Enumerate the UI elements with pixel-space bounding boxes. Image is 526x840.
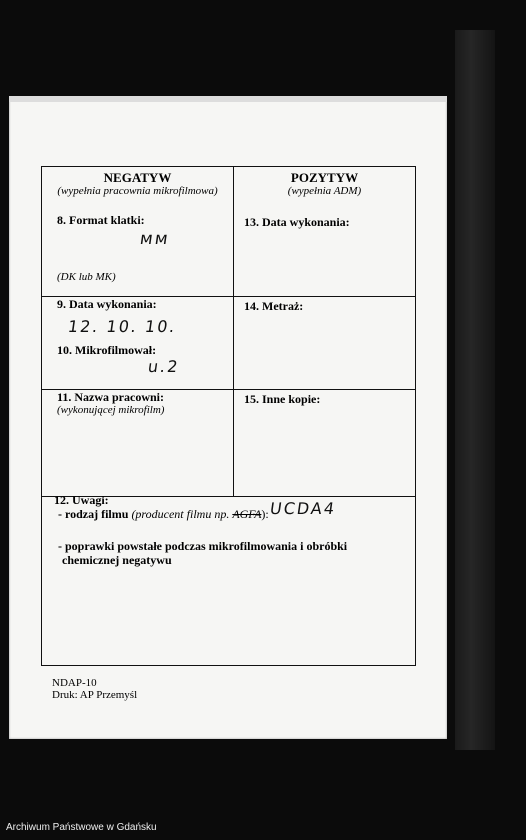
film-type-line [58,507,269,521]
footer-code: NDAP-10 [52,677,97,689]
scan-background-strip [455,30,495,750]
studio-cell [42,390,234,496]
corrections-text-1: - poprawki powstałe podczas mikrofilmowania i obróbki [58,539,348,553]
film-type-value: UCDA4 [268,499,338,518]
footer-print: Druk: AP Przemyśl [52,689,138,701]
row-format [42,167,415,297]
positive-date-label: 13. Data wykonania: [244,215,350,229]
negative-date-cell [42,297,234,389]
film-type-prefix: - rodzaj filmu [58,507,129,521]
row-studio [42,390,415,497]
positive-header-cell [234,167,415,296]
negative-title: NEGATYW [103,170,172,185]
frame-format-label: 8. Format klatki: [57,213,145,227]
film-type-suffix: ): [261,507,269,521]
microfilmed-by-value: u.2 [146,357,181,376]
negative-date-value: 12. 10. 10. [66,317,178,336]
archive-caption: Archiwum Państwowe w Gdańsku [6,822,157,833]
length-label: 14. Metraż: [244,299,304,313]
negative-date-label: 9. Data wykonania: [57,297,157,311]
remarks-label [54,493,109,507]
row-remarks [42,493,415,667]
remarks-label-text: 12. Uwagi: [54,493,109,507]
corrections-line-1 [58,539,347,553]
row-date [42,297,415,390]
positive-length-cell [234,297,415,389]
other-copies-label: 15. Inne kopie: [244,392,321,406]
negative-subtitle: (wypełnia pracownia mikrofilmowa) [57,185,218,197]
frame-format-value: мм [138,229,172,249]
form-grid [41,166,416,666]
film-type-strike: AGFA [232,507,262,521]
card-edge [9,96,447,102]
positive-title: POZYTYW [290,170,359,185]
negative-header-cell [42,167,234,296]
corrections-text-2: chemicznej negatywu [62,553,172,567]
other-copies-cell [234,390,415,496]
studio-label: 11. Nazwa pracowni: [57,390,164,404]
corrections-line-2 [62,553,172,567]
studio-sub: (wykonującej mikrofilm) [57,404,165,416]
microfilmed-by-label: 10. Mikrofilmował: [57,343,157,357]
film-type-producer: (producent filmu np. [131,507,230,521]
dk-mk-note: (DK lub MK) [57,271,116,283]
positive-subtitle: (wypełnia ADM) [287,185,362,197]
